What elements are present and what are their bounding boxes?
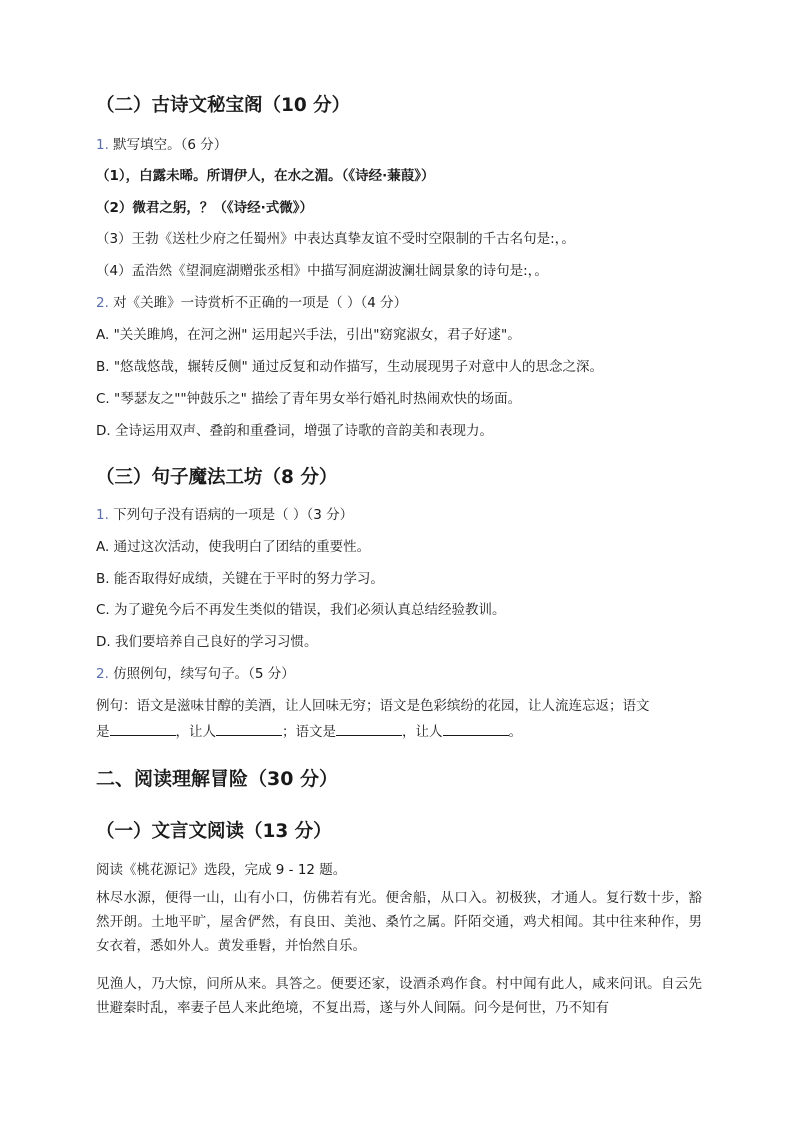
- answer-blank[interactable]: [336, 721, 402, 736]
- text-part: ，让人: [175, 724, 216, 740]
- question-text: 对《关雎》一诗赏析不正确的一项是（ ）（4 分）: [108, 295, 408, 311]
- answer-blank[interactable]: [110, 721, 176, 736]
- passage-paragraph-2: 见渔人，乃大惊，问所从来。具答之。便要还家，设酒杀鸡作食。村中闻有此人，咸来问讯。自云先世避秦时乱，率妻子邑人来此绝境，不复出焉，遂与外人间隔。问今是何世，乃不知有: [96, 976, 702, 1016]
- text-part: ；语文是: [282, 724, 336, 740]
- question-poetry-1: [96, 136, 227, 154]
- answer-blank[interactable]: [216, 721, 282, 736]
- passage-paragraph-1: 林尽水源，便得一山，山有小口，仿佛若有光。便舍船，从口入。初极狭，才通人。复行数十步，豁然开朗。土地平旷，屋舍俨然，有良田、美池、桑竹之属。阡陌交通，鸡犬相闻。其中往来种作，男女衣着，悉如外人。黄发垂髫，并怡然自乐。: [96, 890, 702, 954]
- section-title-sentence: （三）句子魔法工坊（8 分）: [96, 467, 338, 488]
- question-text: 默写填空。（6 分）: [108, 137, 228, 153]
- example-sentence: 例句：语文是滋味甘醇的美酒，让人回味无穷；语文是色彩缤纷的花园，让人流连忘返；语文: [96, 698, 650, 714]
- example-continuation: [96, 721, 522, 741]
- fill-item-2: （2）微君之躬，？（《诗经·式微》）: [96, 200, 314, 216]
- option-c: C. 为了避免今后不再发生类似的错误，我们必须认真总结经验教训。: [96, 602, 506, 618]
- fill-item-4: （4）孟浩然《望洞庭湖赠张丞相》中描写洞庭湖波澜壮阔景象的诗句是:，。: [96, 263, 548, 279]
- option-b: B. "悠哉悠哉，辗转反侧" 通过反复和动作描写，生动展现男子对意中人的思念之深。: [96, 359, 604, 375]
- option-a: A. 通过这次活动，使我明白了团结的重要性。: [96, 539, 371, 555]
- section-title-classical: （一）文言文阅读（13 分）: [96, 821, 332, 842]
- question-text: 下列句子没有语病的一项是（ ）（3 分）: [108, 507, 354, 523]
- question-number: 1.: [96, 507, 109, 523]
- option-a: A. "关关雎鸠，在河之洲" 运用起兴手法，引出"窈窕淑女，君子好逑"。: [96, 327, 521, 343]
- option-b: B. 能否取得好成绩，关键在于平时的努力学习。: [96, 571, 384, 587]
- section-title-poetry: （二）古诗文秘宝阁（10 分）: [96, 95, 351, 116]
- option-d: D. 我们要培养自己良好的学习习惯。: [96, 634, 318, 650]
- fill-item-1: （1），白露未晞。所谓伊人，在水之湄。（《诗经·蒹葭》）: [96, 168, 435, 184]
- answer-blank[interactable]: [443, 721, 509, 736]
- question-number: 2.: [96, 666, 109, 682]
- text-part: 。: [508, 724, 522, 740]
- option-d: D. 全诗运用双声、叠韵和重叠词，增强了诗歌的音韵美和表现力。: [96, 423, 493, 439]
- text-part: 是: [96, 724, 110, 740]
- text-part: ，让人: [402, 724, 443, 740]
- question-number: 1.: [96, 137, 109, 153]
- reading-intro: 阅读《桃花源记》选段，完成 9 - 12 题。: [96, 862, 347, 878]
- question-number: 2.: [96, 295, 109, 311]
- question-poetry-2: [96, 294, 407, 312]
- question-sentence-1: [96, 506, 353, 524]
- question-text: 仿照例句，续写句子。（5 分）: [108, 666, 295, 682]
- fill-item-3: （3）王勃《送杜少府之任蜀州》中表达真挚友谊不受时空限制的千古名句是:，。: [96, 231, 575, 247]
- question-sentence-2: [96, 665, 295, 683]
- part-title-reading: 二、阅读理解冒险（30 分）: [96, 768, 339, 790]
- option-c: C. "琴瑟友之""钟鼓乐之" 描绘了青年男女举行婚礼时热闹欢快的场面。: [96, 391, 522, 407]
